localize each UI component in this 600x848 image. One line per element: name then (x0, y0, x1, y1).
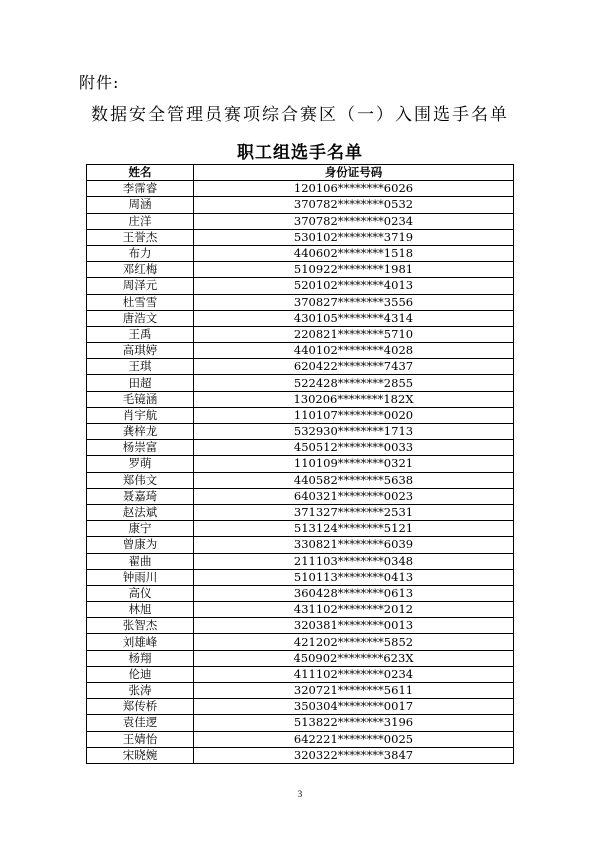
id-number-cell: 450512********0033 (194, 440, 514, 456)
contestant-name-cell: 龚梓龙 (87, 424, 194, 440)
table-row (87, 537, 514, 553)
table-row (87, 229, 514, 245)
contestant-name-cell: 钟雨川 (87, 569, 194, 585)
id-number-cell: 371327********2531 (194, 504, 514, 520)
section-title: 职工组选手名单 (237, 143, 363, 163)
id-number-cell: 440582********5638 (194, 472, 514, 488)
contestant-name-cell: 肖宇航 (87, 407, 194, 423)
table-body (87, 181, 514, 764)
table-row (87, 618, 514, 634)
id-number-cell: 110109********0321 (194, 456, 514, 472)
id-number-cell: 520102********4013 (194, 278, 514, 294)
contestant-name-cell: 庄洋 (87, 213, 194, 229)
id-number-cell: 513822********3196 (194, 715, 514, 731)
table-row (87, 488, 514, 504)
page-title: 数据安全管理员赛项综合赛区（一）入围选手名单 (91, 105, 509, 125)
table-row (87, 699, 514, 715)
id-number-cell: 522428********2855 (194, 375, 514, 391)
table-row (87, 359, 514, 375)
id-number-cell: 370782********0234 (194, 213, 514, 229)
table-row (87, 294, 514, 310)
table-row (87, 650, 514, 666)
id-number-cell: 440602********1518 (194, 245, 514, 261)
contestant-name-cell: 王琪 (87, 359, 194, 375)
contestant-name-cell: 王誉杰 (87, 229, 194, 245)
contestant-name-cell: 高琪婷 (87, 343, 194, 359)
table-row (87, 181, 514, 197)
table-row (87, 602, 514, 618)
table-row (87, 569, 514, 585)
table-row (87, 343, 514, 359)
id-number-cell: 430105********4314 (194, 310, 514, 326)
table-row (87, 375, 514, 391)
id-number-cell: 110107********0020 (194, 407, 514, 423)
id-number-cell: 370782********0532 (194, 197, 514, 213)
contestant-name-cell: 周泽元 (87, 278, 194, 294)
contestant-name-cell: 王禹 (87, 326, 194, 342)
id-number-cell: 510922********1981 (194, 262, 514, 278)
id-number-cell: 370827********3556 (194, 294, 514, 310)
id-number-cell: 642221********0025 (194, 731, 514, 747)
id-number-cell: 330821********6039 (194, 537, 514, 553)
id-number-cell: 513124********5121 (194, 521, 514, 537)
table-row (87, 197, 514, 213)
id-number-cell: 532930********1713 (194, 424, 514, 440)
table-row (87, 391, 514, 407)
column-header-id-number: 身份证号码 (194, 165, 514, 181)
table-header-row (87, 165, 514, 181)
id-number-cell: 431102********2012 (194, 602, 514, 618)
contestant-name-cell: 宋晓婉 (87, 747, 194, 763)
id-number-cell: 211103********0348 (194, 553, 514, 569)
contestant-name-cell: 聂嘉琦 (87, 488, 194, 504)
contestant-table (86, 164, 514, 764)
contestant-name-cell: 邓红梅 (87, 262, 194, 278)
table-row (87, 666, 514, 682)
table-row (87, 456, 514, 472)
table-row (87, 504, 514, 520)
id-number-cell: 440102********4028 (194, 343, 514, 359)
id-number-cell: 320721********5611 (194, 683, 514, 699)
id-number-cell: 120106********6026 (194, 181, 514, 197)
contestant-name-cell: 杨翔 (87, 650, 194, 666)
table-row (87, 278, 514, 294)
contestant-name-cell: 张智杰 (87, 618, 194, 634)
id-number-cell: 530102********3719 (194, 229, 514, 245)
contestant-name-cell: 刘雄峰 (87, 634, 194, 650)
id-number-cell: 421202********5852 (194, 634, 514, 650)
id-number-cell: 320322********3847 (194, 747, 514, 763)
contestant-name-cell: 张涛 (87, 683, 194, 699)
table-row (87, 407, 514, 423)
table-row (87, 245, 514, 261)
table-row (87, 715, 514, 731)
table-row (87, 747, 514, 763)
id-number-cell: 320381********0013 (194, 618, 514, 634)
contestant-name-cell: 王婧怡 (87, 731, 194, 747)
table-row (87, 731, 514, 747)
contestant-name-cell: 翟曲 (87, 553, 194, 569)
contestant-name-cell: 伦迪 (87, 666, 194, 682)
contestant-name-cell: 罗萌 (87, 456, 194, 472)
id-number-cell: 360428********0613 (194, 585, 514, 601)
table-row (87, 440, 514, 456)
id-number-cell: 620422********7437 (194, 359, 514, 375)
contestant-name-cell: 田超 (87, 375, 194, 391)
table-row (87, 213, 514, 229)
contestant-name-cell: 赵法斌 (87, 504, 194, 520)
contestant-name-cell: 康宁 (87, 521, 194, 537)
attachment-label: 附件: (79, 73, 120, 92)
contestant-name-cell: 高仪 (87, 585, 194, 601)
contestant-name-cell: 郑伟文 (87, 472, 194, 488)
contestant-name-cell: 唐浩文 (87, 310, 194, 326)
id-number-cell: 640321********0023 (194, 488, 514, 504)
id-number-cell: 450902********623X (194, 650, 514, 666)
id-number-cell: 130206********182X (194, 391, 514, 407)
table-row (87, 424, 514, 440)
table-row (87, 553, 514, 569)
page-number: 3 (297, 789, 303, 799)
contestant-name-cell: 周涵 (87, 197, 194, 213)
id-number-cell: 220821********5710 (194, 326, 514, 342)
contestant-name-cell: 毛镜涵 (87, 391, 194, 407)
table-row (87, 326, 514, 342)
contestant-name-cell: 杜雪雪 (87, 294, 194, 310)
table-row (87, 262, 514, 278)
contestant-name-cell: 布力 (87, 245, 194, 261)
contestant-name-cell: 袁佳逻 (87, 715, 194, 731)
table-row (87, 521, 514, 537)
id-number-cell: 350304********0017 (194, 699, 514, 715)
contestant-name-cell: 杨崇富 (87, 440, 194, 456)
contestant-name-cell: 李霈睿 (87, 181, 194, 197)
table-row (87, 310, 514, 326)
table-row (87, 634, 514, 650)
contestant-name-cell: 林旭 (87, 602, 194, 618)
column-header-name: 姓名 (87, 165, 194, 181)
contestant-name-cell: 曾康为 (87, 537, 194, 553)
id-number-cell: 510113********0413 (194, 569, 514, 585)
id-number-cell: 411102********0234 (194, 666, 514, 682)
table-row (87, 683, 514, 699)
contestant-name-cell: 郑传桥 (87, 699, 194, 715)
table-row (87, 585, 514, 601)
table-row (87, 472, 514, 488)
